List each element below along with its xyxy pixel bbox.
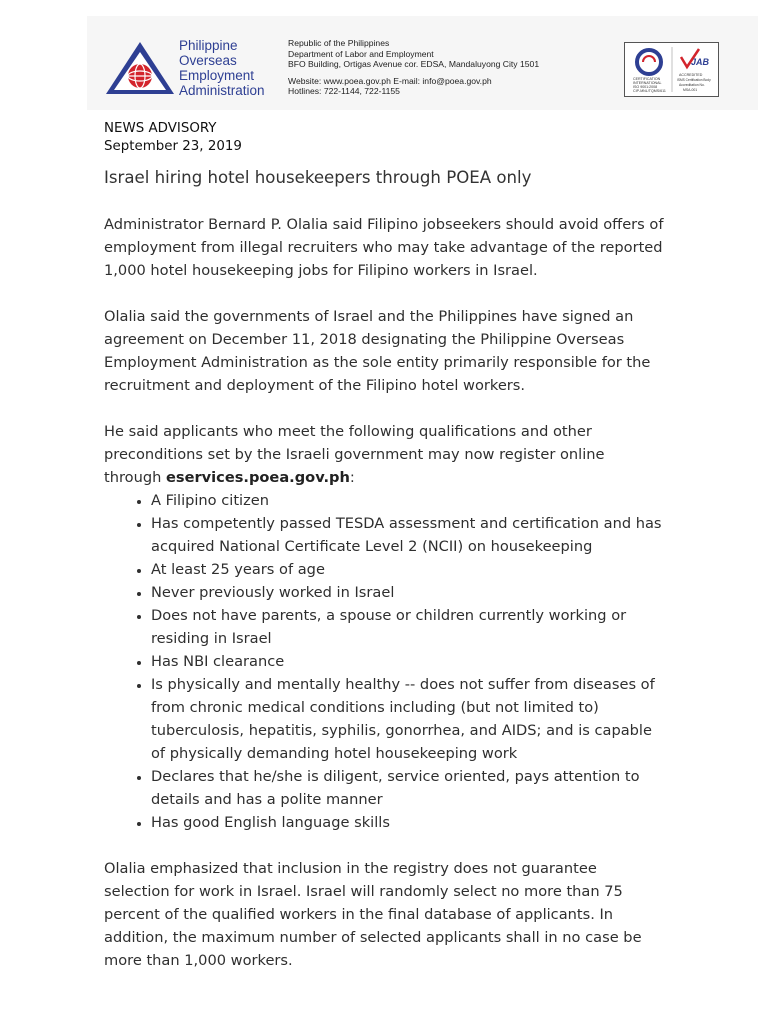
list-item: • Has good English language skills	[151, 811, 664, 834]
certification-badge	[624, 42, 719, 97]
address-line: Department of Labor and Employment	[288, 48, 434, 59]
svg-text:CIP-MNL/TQMS/611: CIP-MNL/TQMS/611	[633, 89, 666, 93]
list-item: • At least 25 years of age	[151, 558, 664, 581]
poea-logo-icon	[104, 40, 176, 96]
paragraph-3-intro: He said applicants who meet the following qualifications and other preconditions set by the Israeli government may now register online through	[104, 423, 605, 486]
list-item: • Declares that he/she is diligent, service oriented, pays attention to details and has a polite manner	[151, 765, 664, 811]
org-name-line: Administration	[179, 83, 265, 98]
list-item: • A Filipino citizen	[151, 489, 664, 512]
svg-text:ISMS Certification Body: ISMS Certification Body	[677, 78, 711, 82]
paragraph-4: Olalia emphasized that inclusion in the registry does not guarantee selection for work in Israel. Israel will randomly select no more than 75 percent of the qualified workers in the final database of applicants. In addition, the maximum number of selected applicants shall in no case be more than 1,000 workers.	[104, 860, 642, 969]
org-name-line: Overseas	[179, 53, 237, 68]
list-item: • Has NBI clearance	[151, 650, 664, 673]
certification-seal-icon	[625, 43, 718, 96]
address-line: BFO Building, Ortigas Avenue cor. EDSA, Mandaluyong City 1501	[288, 59, 540, 70]
list-item: • Is physically and mentally healthy -- does not suffer from diseases of from chronic medical conditions including (but not limited to) tuberculosis, hepatitis, syphilis, gonorrhea, and AIDS; and is capable of physically demanding hotel housekeeping work	[151, 673, 664, 765]
paragraph-1: Administrator Bernard P. Olalia said Filipino jobseekers should avoid offers of employment from illegal recruiters who may take advantage of the reported 1,000 hotel housekeeping jobs for Filipino workers in Israel.	[104, 216, 664, 279]
advisory-label: NEWS ADVISORY	[104, 121, 217, 136]
svg-text:INTERNATIONAL: INTERNATIONAL	[633, 81, 662, 85]
advisory-body	[104, 120, 664, 972]
org-name	[179, 38, 265, 98]
paragraph-2: Olalia said the governments of Israel and the Philippines have signed an agreement on December 11, 2018 designating the Philippine Overseas Employment Administration as the sole entity primarily responsible for the recruitment and deployment of the Filipino hotel workers.	[104, 308, 651, 394]
contact-line: Hotlines: 722-1144, 722-1155	[288, 86, 400, 97]
advisory-date: September 23, 2019	[104, 139, 242, 154]
qualifications-list	[104, 489, 664, 834]
advisory-headline: Israel hiring hotel housekeepers through POEA only	[104, 168, 532, 187]
list-item: • Has competently passed TESDA assessment and certification and has acquired National Certificate Level 2 (NCII) on housekeeping	[151, 512, 664, 558]
list-item: • Never previously worked in Israel	[151, 581, 664, 604]
svg-text:Accreditation No.: Accreditation No.	[679, 83, 705, 87]
paragraph-3	[104, 420, 664, 489]
paragraph-3-suffix: :	[349, 469, 355, 486]
registration-link: eservices.poea.gov.ph	[165, 469, 350, 486]
svg-text:ACCREDITED: ACCREDITED	[679, 73, 703, 77]
contact-line: Website: www.poea.gov.ph E-mail: info@poea.gov.ph	[288, 75, 492, 86]
svg-text:ISO 9001:2008: ISO 9001:2008	[633, 85, 658, 89]
address-line: Republic of the Philippines	[288, 38, 390, 48]
org-name-line: Employment	[179, 68, 255, 83]
letterhead-address	[288, 38, 539, 97]
org-name-line: Philippine	[179, 38, 238, 53]
list-item: • Does not have parents, a spouse or children currently working or residing in Israel	[151, 604, 664, 650]
svg-text:MSA-001: MSA-001	[683, 88, 698, 92]
svg-text:CERTIFICATION: CERTIFICATION	[633, 77, 661, 81]
svg-text:JAB: JAB	[691, 57, 710, 67]
